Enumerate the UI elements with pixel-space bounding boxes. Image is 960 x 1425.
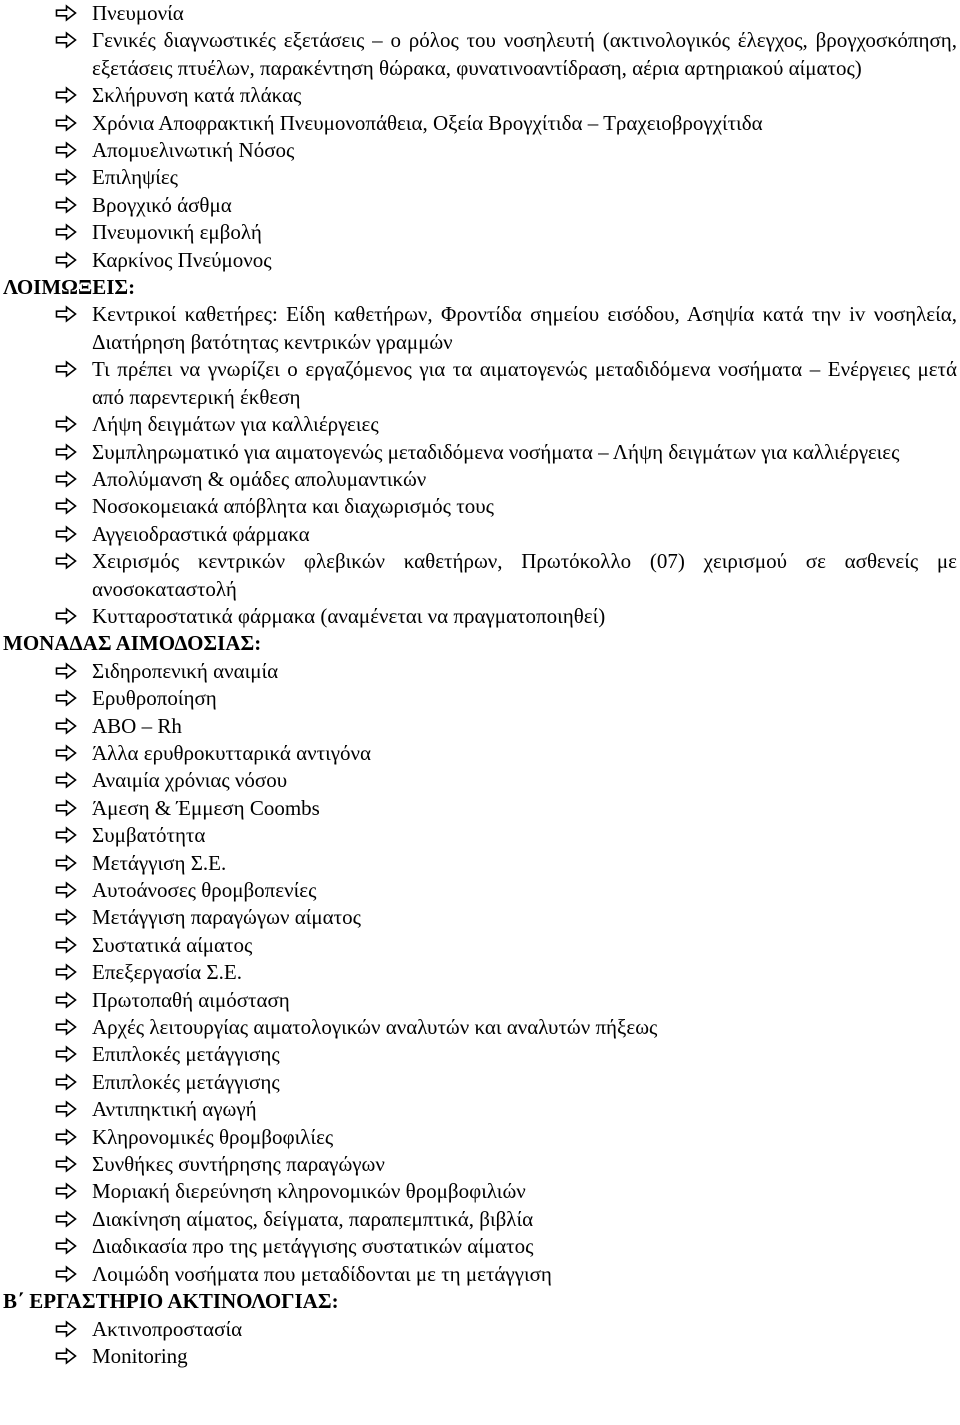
list-item [3,137,957,164]
list-item-text: Τι πρέπει να γνωρίζει ο εργαζόμενος για τα αιματογενώς μεταδιδόμενα νοσήματα – Ενέργειες μετά από παρεντερική έκθεση [92,357,957,409]
section-blood [3,630,957,1288]
list-item-text: Άμεση & Έμμεση Coombs [92,795,320,820]
list-item [3,27,957,82]
arrow-right-outline-icon [55,223,77,241]
list-item-text: Ακτινοπροστασία [92,1316,243,1341]
list-item [3,1041,957,1068]
arrow-right-outline-icon [55,717,77,735]
list-item-text: Μοριακή διερεύνηση κληρονομικών θρομβοφιλιών [92,1179,526,1204]
arrow-right-outline-icon [55,196,77,214]
list-item-text: Αγγειοδραστικά φάρμακα [92,521,310,546]
section-heading: Β΄ ΕΡΓΑΣΤΗΡΙΟ ΑΚΤΙΝΟΛΟΓΙΑΣ: [3,1289,339,1314]
list-item-text: Πρωτοπαθή αιμόσταση [92,987,290,1012]
list-item-text: Μετάγγιση Σ.Ε. [92,850,227,875]
list-item [3,301,957,356]
list-item [3,247,957,274]
list-item-text: Επιληψίες [92,165,178,190]
arrow-right-outline-icon [55,826,77,844]
list-item [3,1316,957,1343]
list-item-text: Λήψη δειγμάτων για καλλιέργειες [92,412,379,437]
arrow-right-outline-icon [55,360,77,378]
list-item-text: Αρχές λειτουργίας αιματολογικών αναλυτών και αναλυτών πήξεως [92,1015,658,1040]
list-item-text: Κυτταροστατικά φάρμακα (αναμένεται να πραγματοποιηθεί) [92,603,606,628]
arrow-right-outline-icon [55,744,77,762]
arrow-right-outline-icon [55,1155,77,1173]
list-item [3,192,957,219]
arrow-right-outline-icon [55,552,77,570]
list-item-text: Επιπλοκές μετάγγισης [92,1042,280,1067]
arrow-right-outline-icon [55,168,77,186]
list-item [3,1261,957,1288]
arrow-right-outline-icon [55,963,77,981]
arrow-right-outline-icon [55,1210,77,1228]
section-radiology [3,1288,957,1370]
arrow-right-outline-icon [55,662,77,680]
list-item [3,356,957,411]
list-item [3,987,957,1014]
list-item-text: Απομυελινωτική Νόσος [92,138,295,163]
arrow-right-outline-icon [55,936,77,954]
list-item [3,850,957,877]
list-item-text: Απολύμανση & ομάδες απολυμαντικών [92,466,427,491]
list-item-text: Σιδηροπενική αναιμία [92,658,279,683]
list-item-text: Αντιπηκτική αγωγή [92,1097,257,1122]
list-item-text: Καρκίνος Πνεύμονος [92,247,272,272]
arrow-right-outline-icon [55,1128,77,1146]
list-item-text: Λοιμώδη νοσήματα που μεταδίδονται με τη μετάγγιση [92,1261,552,1286]
list-item-text: ABO – Rh [92,713,182,738]
list-item [3,1233,957,1260]
list-item-text: Μετάγγιση παραγώγων αίματος [92,905,361,930]
list-item-text: Αναιμία χρόνιας νόσου [92,768,288,793]
list-item [3,932,957,959]
list-item [3,110,957,137]
list-item-text: Monitoring [92,1343,188,1368]
arrow-right-outline-icon [55,1320,77,1338]
list-item-text: Συμπληρωματικό για αιματογενώς μεταδιδόμενα νοσήματα – Λήψη δειγμάτων για καλλιέργειες [92,439,900,464]
list-item [3,1014,957,1041]
arrow-right-outline-icon [55,1265,77,1283]
list-item [3,1206,957,1233]
list-item [3,740,957,767]
list-item-text: Πνευμονική εμβολή [92,220,262,245]
list-item [3,904,957,931]
arrow-right-outline-icon [55,305,77,323]
list-item-text: Επιπλοκές μετάγγισης [92,1069,280,1094]
list-item [3,767,957,794]
list-item [3,219,957,246]
arrow-right-outline-icon [55,689,77,707]
list-item [3,603,957,630]
list-item [3,0,957,27]
arrow-right-outline-icon [55,525,77,543]
list-item-text: Συμβατότητα [92,823,206,848]
list-item-text: Άλλα ερυθροκυτταρικά αντιγόνα [92,740,372,765]
list-item [3,795,957,822]
list-item-text: Συνθήκες συντήρησης παραγώγων [92,1152,385,1177]
arrow-right-outline-icon [55,854,77,872]
list-item [3,493,957,520]
list-item [3,1151,957,1178]
list-item-text: Χειρισμός κεντρικών φλεβικών καθετήρων, Πρωτόκολλο (07) χειρισμού σε ασθενείς με ανοσοκαταστολή [92,549,957,601]
section-top [3,0,957,274]
list-item [3,1178,957,1205]
arrow-right-outline-icon [55,1018,77,1036]
list-item [3,1069,957,1096]
section-infections [3,274,957,630]
arrow-right-outline-icon [55,114,77,132]
arrow-right-outline-icon [55,470,77,488]
list-item-text: Διακίνηση αίματος, δείγματα, παραπεμπτικά, βιβλία [92,1206,534,1231]
arrow-right-outline-icon [55,607,77,625]
arrow-right-outline-icon [55,1237,77,1255]
arrow-right-outline-icon [55,771,77,789]
list-item [3,466,957,493]
arrow-right-outline-icon [55,1347,77,1365]
list-item-text: Συστατικά αίματος [92,932,253,957]
list-item [3,82,957,109]
arrow-right-outline-icon [55,799,77,817]
list-item-text: Αυτοάνοσες θρομβοπενίες [92,878,317,902]
arrow-right-outline-icon [55,908,77,926]
arrow-right-outline-icon [55,443,77,461]
arrow-right-outline-icon [55,31,77,49]
list-item [3,411,957,438]
list-item [3,1343,957,1370]
arrow-right-outline-icon [55,415,77,433]
arrow-right-outline-icon [55,497,77,515]
list-item [3,685,957,712]
list-item-text: Βρογχικό άσθμα [92,192,232,217]
list-item-text: Επεξεργασία Σ.Ε. [92,960,242,985]
list-item [3,1124,957,1151]
arrow-right-outline-icon [55,1100,77,1118]
list-item [3,521,957,548]
list-item-text: Νοσοκομειακά απόβλητα και διαχωρισμός τους [92,494,494,519]
arrow-right-outline-icon [55,1182,77,1200]
arrow-right-outline-icon [55,991,77,1009]
list-item-text: Ερυθροποίηση [92,686,217,711]
list-item [3,658,957,685]
arrow-right-outline-icon [55,141,77,159]
section-heading: ΛΟΙΜΩΞΕΙΣ: [3,275,136,300]
list-item-text: Πνευμονία [92,1,184,25]
arrow-right-outline-icon [55,1045,77,1063]
arrow-right-outline-icon [55,86,77,104]
list-item-text: Σκλήρυνση κατά πλάκας [92,83,302,108]
section-heading: ΜΟΝΑΔΑΣ ΑΙΜΟΔΟΣΙΑΣ: [3,631,262,656]
arrow-right-outline-icon [55,4,77,22]
list-item [3,1096,957,1123]
arrow-right-outline-icon [55,251,77,269]
list-item-text: Κληρονομικές θρομβοφιλίες [92,1124,334,1149]
list-item-text: Διαδικασία προ της μετάγγισης συστατικών αίματος [92,1234,534,1259]
list-item [3,877,957,904]
list-item-text: Γενικές διαγνωστικές εξετάσεις – ο ρόλος του νοσηλευτή (ακτινολογικός έλεγχος, βρογχοσκόπηση, εξετάσεις πτυέλων, παρακέντηση θώρακα, φυνατινοαντίδραση, αέρια αρτηριακού αίματος) [92,28,957,80]
list-item-text: Κεντρικοί καθετήρες: Είδη καθετήρων, Φροντίδα σημείου εισόδου, Ασηψία κατά την iv νοσηλεία, Διατήρηση βατότητας κεντρικών γραμμών [92,302,957,354]
list-item [3,713,957,740]
list-item [3,822,957,849]
list-item [3,548,957,603]
list-item [3,439,957,466]
list-item [3,164,957,191]
list-item [3,959,957,986]
list-item-text: Χρόνια Αποφρακτική Πνευμονοπάθεια, Οξεία Βρογχίτιδα – Τραχειοβρογχίτιδα [92,110,763,135]
arrow-right-outline-icon [55,1073,77,1091]
arrow-right-outline-icon [55,881,77,899]
